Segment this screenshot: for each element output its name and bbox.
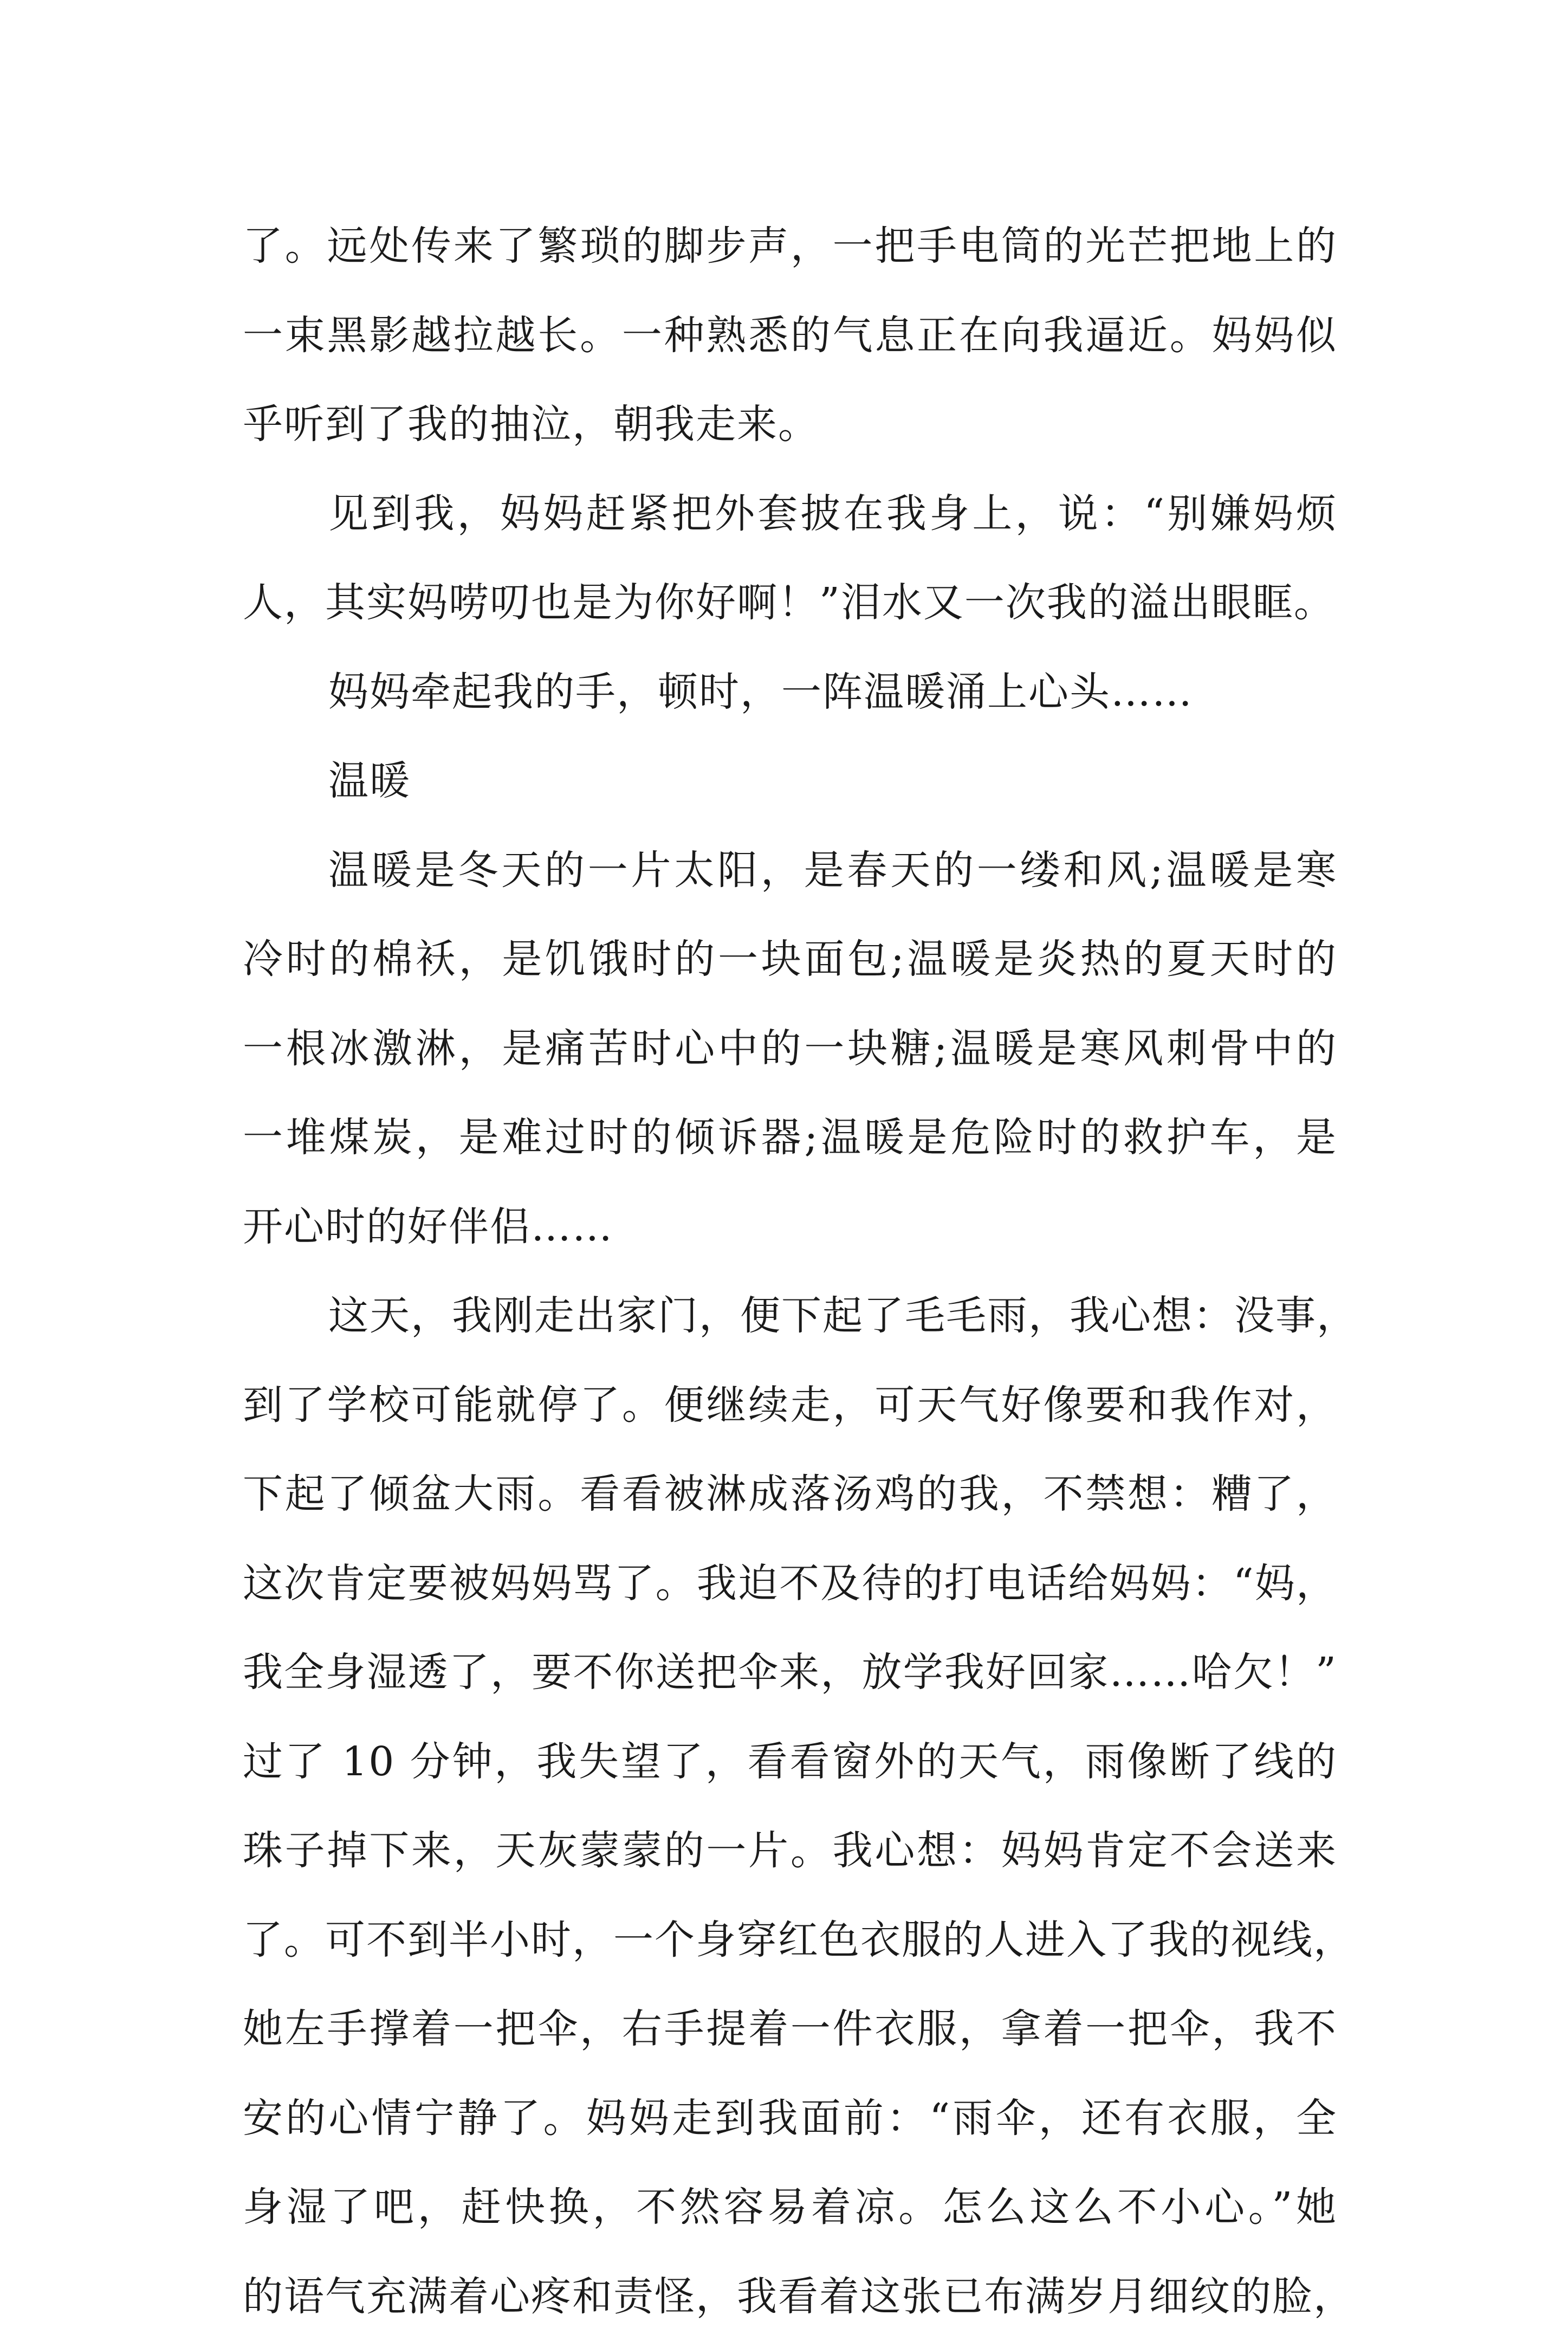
body-text (243, 202, 1337, 2341)
text-line: 过了 10 分钟，我失望了，看看窗外的天气，雨像断了线的 (243, 1717, 1337, 1807)
text-line: 一根冰激淋，是痛苦时心中的一块糖;温暖是寒风刺骨中的 (243, 1004, 1337, 1094)
text-line: 开心时的好伴侣…… (243, 1182, 1337, 1272)
text-line: 了。可不到半小时，一个身穿红色衣服的人进入了我的视线， (243, 1896, 1337, 1985)
text-line: 到了学校可能就停了。便继续走，可天气好像要和我作对， (243, 1361, 1337, 1450)
text-line: 人，其实妈唠叨也是为你好啊！”泪水又一次我的溢出眼眶。 (243, 558, 1337, 648)
text-line: 一束黑影越拉越长。一种熟悉的气息正在向我逼近。妈妈似 (243, 291, 1337, 380)
text-line: 这次肯定要被妈妈骂了。我迫不及待的打电话给妈妈：“妈， (243, 1539, 1337, 1628)
text-line: 妈妈牵起我的手，顿时，一阵温暖涌上心头…… (243, 648, 1337, 737)
text-line: 的语气充满着心疼和责怪，我看着这张已布满岁月细纹的脸， (243, 2252, 1337, 2341)
text-line: 下起了倾盆大雨。看看被淋成落汤鸡的我，不禁想：糟了， (243, 1450, 1337, 1539)
text-line: 身湿了吧，赶快换，不然容易着凉。怎么这么不小心。”她 (243, 2163, 1337, 2252)
text-line: 温暖 (243, 736, 1337, 826)
text-line: 乎听到了我的抽泣，朝我走来。 (243, 380, 1337, 469)
text-line: 我全身湿透了，要不你送把伞来，放学我好回家……哈欠！” (243, 1628, 1337, 1717)
text-line: 她左手撑着一把伞，右手提着一件衣服，拿着一把伞，我不 (243, 1984, 1337, 2074)
text-line: 珠子掉下来，天灰蒙蒙的一片。我心想：妈妈肯定不会送来 (243, 1806, 1337, 1896)
text-line: 冷时的棉袄，是饥饿时的一块面包;温暖是炎热的夏天时的 (243, 915, 1337, 1004)
text-line: 安的心情宁静了。妈妈走到我面前：“雨伞，还有衣服，全 (243, 2074, 1337, 2163)
text-line: 了。远处传来了繁琐的脚步声，一把手电筒的光芒把地上的 (243, 202, 1337, 291)
text-line: 温暖是冬天的一片太阳，是春天的一缕和风;温暖是寒 (243, 826, 1337, 915)
text-line: 见到我，妈妈赶紧把外套披在我身上，说：“别嫌妈烦 (243, 469, 1337, 559)
text-line: 这天，我刚走出家门，便下起了毛毛雨，我心想：没事， (243, 1271, 1337, 1361)
text-line: 一堆煤炭，是难过时的倾诉器;温暖是危险时的救护车，是 (243, 1093, 1337, 1182)
